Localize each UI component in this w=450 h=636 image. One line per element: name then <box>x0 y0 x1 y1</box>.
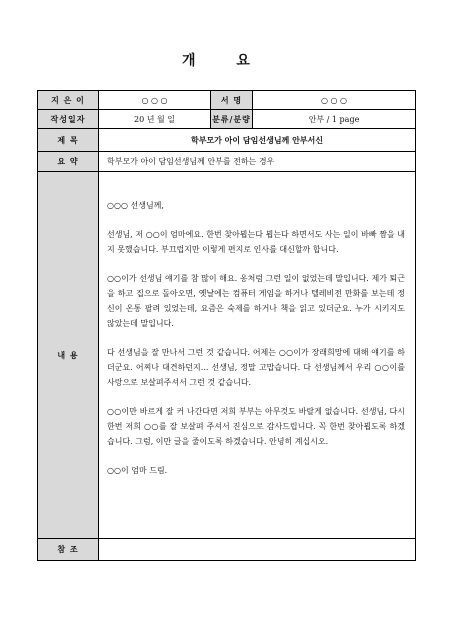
letter-signature: ○○이 엄마 드림. <box>107 466 168 475</box>
date-value: 20 년 월 일 <box>99 110 211 129</box>
name-label: 서 명 <box>211 91 253 110</box>
subject-label: 제 목 <box>38 129 99 152</box>
category-value: 안부 / 1 page <box>253 110 416 129</box>
overview-form-table <box>37 90 416 561</box>
letter-paragraph-1: 선생님, 저 ○○이 엄마에요. 한번 찾아뵙는다 뵙는다 하면서도 사는 일이 바빠 짬을 내지 못했습니다. 부끄럽지만 이렇게 편지로 인사를 대신할까 합니다. <box>107 230 405 254</box>
content-row <box>38 172 416 539</box>
letter-body <box>99 172 416 539</box>
writer-value: ○ ○ ○ <box>99 91 211 110</box>
letter-paragraph-3: 다 선생님을 잘 만나서 그런 것 같습니다. 어제는 ○○이가 장래희망에 대해 얘기를 하더군요. 어찌나 대견하던지... 선생님, 정말 고맙습니다. 다 선생님께서 우리 ○○이를 사랑으로 보살펴주셔서 그런 것 같습니다. <box>107 348 405 387</box>
summary-row <box>38 152 416 172</box>
reference-value <box>99 539 416 561</box>
content-label: 내 용 <box>38 172 99 539</box>
letter-greeting: ○○○ 선생님께, <box>107 201 164 210</box>
date-label: 작성일자 <box>38 110 99 129</box>
subject-value: 학부모가 아이 담임선생님께 안부서신 <box>99 129 416 152</box>
writer-row <box>38 91 416 110</box>
category-label: 분류/분량 <box>211 110 253 129</box>
writer-label: 지 은 이 <box>38 91 99 110</box>
date-row <box>38 110 416 129</box>
letter-paragraph-4: ○○이만 바르게 잘 커 나간다면 저희 부부는 아무것도 바랄게 없습니다. 선생님, 다시 한번 저희 ○○를 잘 보살펴 주셔서 진심으로 감사드립니다. 꼭 한번 찾아뵙도록 하겠습니다. 그럼, 이만 글을 줄이도록 하겠습니다. 안녕히 계십시오. <box>107 407 405 446</box>
page-title: 개 요 <box>182 53 268 69</box>
reference-row <box>38 539 416 561</box>
summary-value: 학부모가 아이 담임선생님께 안부를 전하는 경우 <box>99 152 416 172</box>
subject-row <box>38 129 416 152</box>
letter-paragraph-2: ○○이가 선생님 얘기를 참 많이 해요. 옹처럼 그런 일이 없었는데 말입니다. 제가 퇴근을 하고 집으로 돌아오면, 옛날에는 컴퓨터 게임을 하거나 텔레비전 만화를 보는데 정신이 온통 팔려 있었는데, 요즘은 숙제를 하거나 책을 읽고 있더군요. 누가 시키지도 않았는데 말입니다. <box>107 274 405 328</box>
name-value: ○ ○ ○ <box>253 91 416 110</box>
reference-label: 참 조 <box>38 539 99 561</box>
summary-label: 요 약 <box>38 152 99 172</box>
